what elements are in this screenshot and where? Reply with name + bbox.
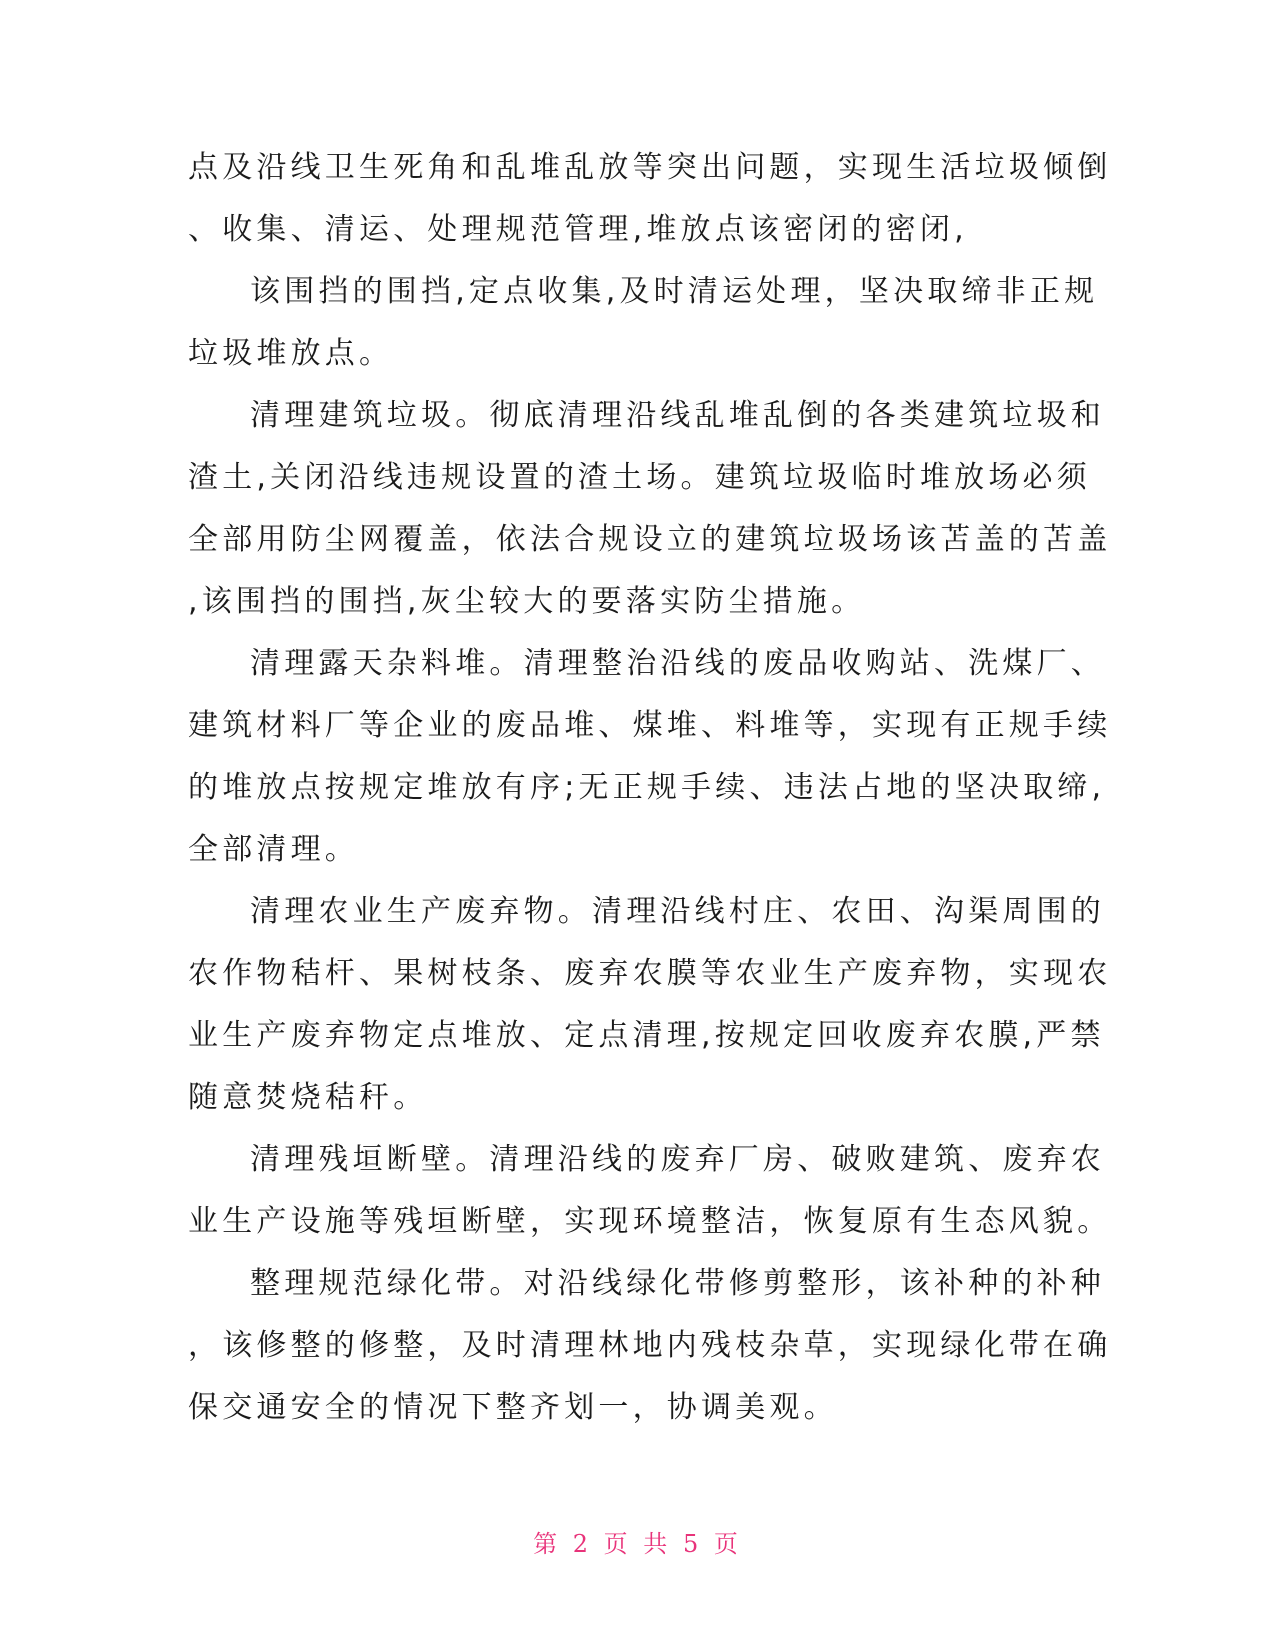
page-footer xyxy=(0,1524,1275,1559)
text-line: 垃圾堆放点。 xyxy=(188,336,394,371)
text-line: 点及沿线卫生死角和乱堆乱放等突出问题，实现生活垃圾倾倒 xyxy=(188,150,1112,185)
text-line: 清理建筑垃圾。彻底清理沿线乱堆乱倒的各类建筑垃圾和 xyxy=(250,398,1105,433)
text-line: 建筑材料厂等企业的废品堆、煤堆、料堆等，实现有正规手续 xyxy=(188,708,1112,743)
page-number-label: 第 2 页 共 5 页 xyxy=(533,1530,742,1558)
text-line: 清理残垣断壁。清理沿线的废弃厂房、破败建筑、废弃农 xyxy=(250,1142,1105,1177)
document-body xyxy=(188,137,1112,1439)
text-line: ，该修整的修整，及时清理林地内残枝杂草，实现绿化带在确 xyxy=(188,1328,1112,1363)
text-line: 清理露天杂料堆。清理整治沿线的废品收购站、洗煤厂、 xyxy=(250,646,1105,681)
text-line: 、收集、清运、处理规范管理,堆放点该密闭的密闭, xyxy=(188,212,968,247)
text-line: 业生产废弃物定点堆放、定点清理,按规定回收废弃农膜,严禁 xyxy=(188,1018,1105,1053)
text-line: 该围挡的围挡,定点收集,及时清运处理，坚决取缔非正规 xyxy=(250,274,1099,309)
text-line: 农作物秸杆、果树枝条、废弃农膜等农业生产废弃物，实现农 xyxy=(188,956,1112,991)
text-line: 的堆放点按规定堆放有序;无正规手续、违法占地的坚决取缔, xyxy=(188,770,1106,805)
text-line: 清理农业生产废弃物。清理沿线村庄、农田、沟渠周围的 xyxy=(250,894,1105,929)
text-line: 全部用防尘网覆盖，依法合规设立的建筑垃圾场该苫盖的苫盖 xyxy=(188,522,1112,557)
text-line: 业生产设施等残垣断壁，实现环境整洁，恢复原有生态风貌。 xyxy=(188,1204,1112,1239)
text-line: 随意焚烧秸秆。 xyxy=(188,1080,428,1115)
text-line: 全部清理。 xyxy=(188,832,359,867)
text-line: ,该围挡的围挡,灰尘较大的要落实防尘措施。 xyxy=(188,584,866,619)
text-line: 渣土,关闭沿线违规设置的渣土场。建筑垃圾临时堆放场必须 xyxy=(188,460,1091,495)
text-line: 整理规范绿化带。对沿线绿化带修剪整形，该补种的补种 xyxy=(250,1266,1105,1301)
text-line: 保交通安全的情况下整齐划一，协调美观。 xyxy=(188,1390,838,1425)
